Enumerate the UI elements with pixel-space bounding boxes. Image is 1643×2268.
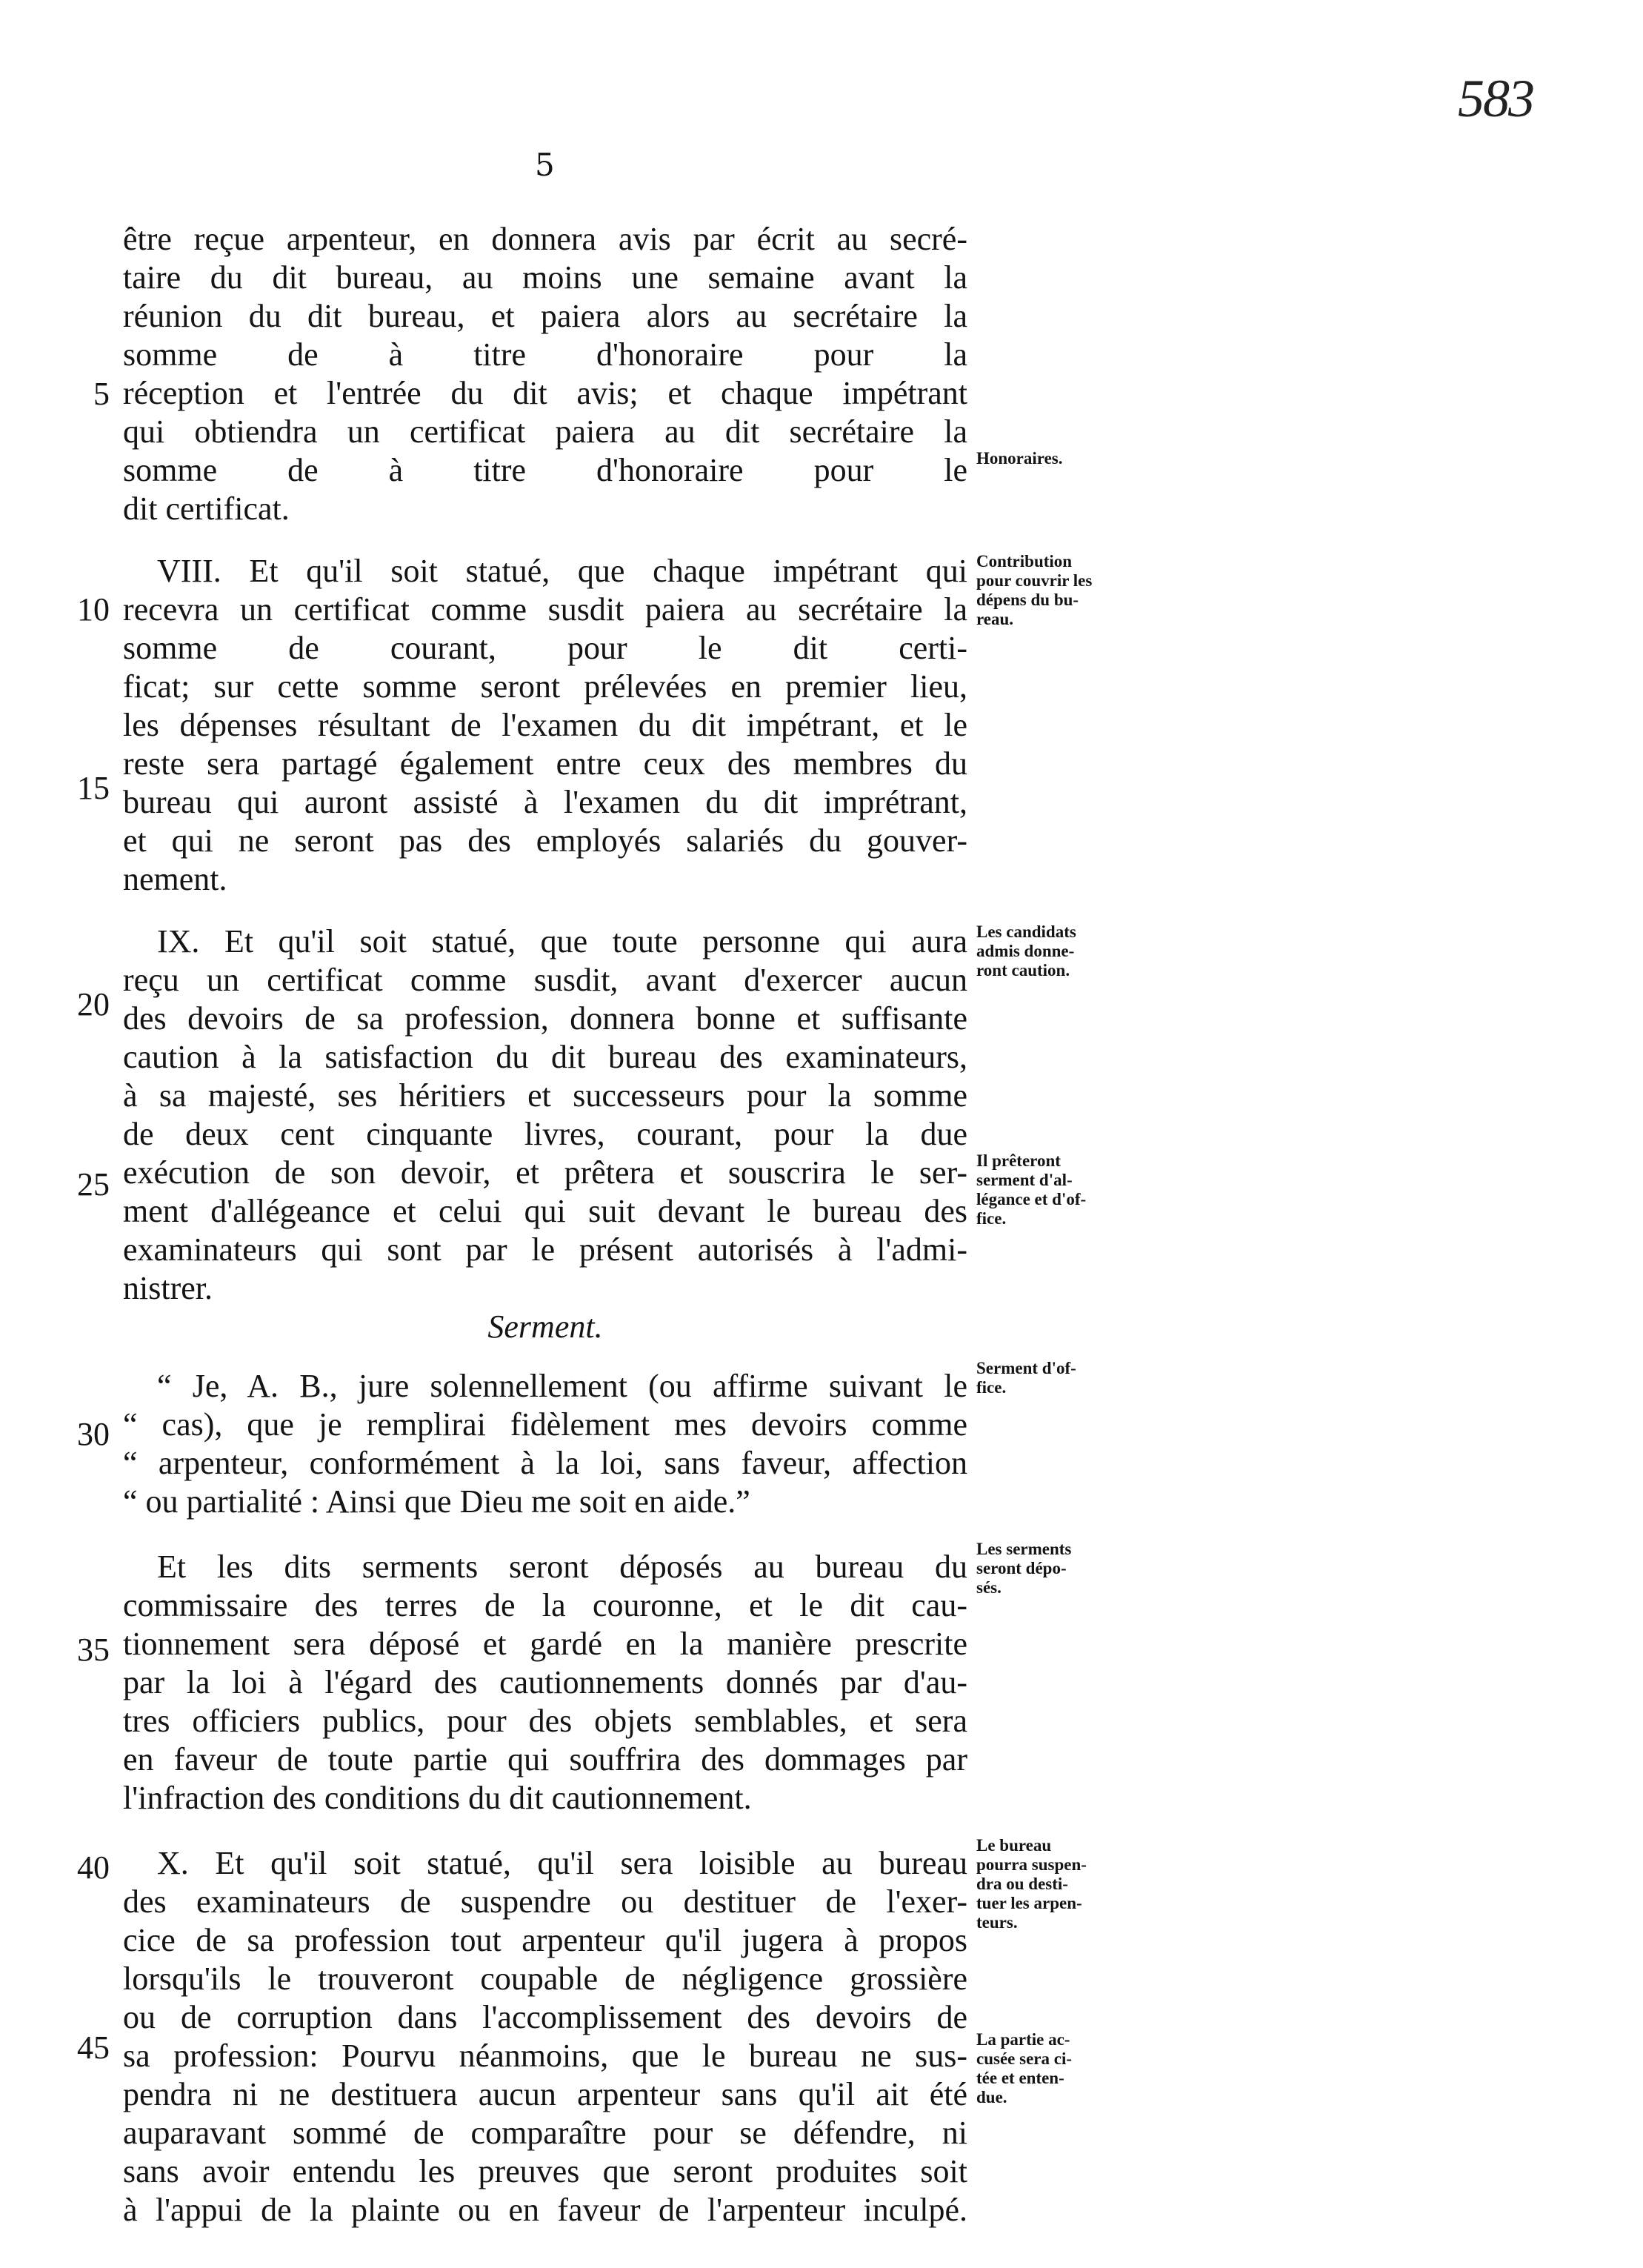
- text-line: ficat; sur cette somme seront prélevées en premier lieu,: [123, 668, 967, 705]
- text-line: reste sera partagé également entre ceux des membres du: [123, 745, 967, 782]
- margin-note: Les candidats admis donne- ront caution.: [976, 922, 1076, 980]
- oath-heading: Serment.: [487, 1308, 603, 1345]
- text-line: des examinateurs de suspendre ou destituer de l'exer-: [123, 1883, 967, 1920]
- text-line: commissaire des terres de la couronne, et le dit cau-: [123, 1587, 967, 1623]
- text-line: des devoirs de sa profession, donnera bonne et suffisante: [123, 1000, 967, 1037]
- line-number: 40: [77, 1849, 110, 1886]
- text-line: somme de à titre d'honoraire pour la: [123, 336, 967, 373]
- margin-note: Le bureau pourra suspen- dra ou desti- tuer les arpen- teurs.: [976, 1836, 1087, 1932]
- text-line: auparavant sommé de comparaître pour se défendre, ni: [123, 2115, 967, 2151]
- text-line: caution à la satisfaction du dit bureau des examinateurs,: [123, 1039, 967, 1075]
- text-line: somme de courant, pour le dit certi-: [123, 630, 967, 666]
- text-line: somme de à titre d'honoraire pour le: [123, 452, 967, 488]
- text-line: reçu un certificat comme susdit, avant d'exercer aucun: [123, 962, 967, 998]
- text-line: l'infraction des conditions du dit cautionnement.: [123, 1780, 752, 1816]
- page-number: 5: [535, 147, 555, 183]
- text-line: IX. Et qu'il soit statué, que toute personne qui aura: [157, 923, 967, 960]
- text-line: Et les dits serments seront déposés au bureau du: [157, 1549, 967, 1585]
- line-number: 20: [77, 986, 110, 1022]
- text-line: VIII. Et qu'il soit statué, que chaque impétrant qui: [157, 553, 967, 589]
- text-line: nistrer.: [123, 1270, 213, 1306]
- text-line: sans avoir entendu les preuves que seront produites soit: [123, 2153, 967, 2189]
- margin-note: La partie ac- cusée sera ci- tée et enten- due.: [976, 2030, 1072, 2106]
- text-line: réception et l'entrée du dit avis; et chaque impétrant: [123, 375, 967, 411]
- text-line: de deux cent cinquante livres, courant, pour la due: [123, 1116, 967, 1152]
- text-line: être reçue arpenteur, en donnera avis par écrit au secré-: [123, 221, 967, 257]
- text-line: nement.: [123, 861, 227, 897]
- line-number: 30: [77, 1416, 110, 1452]
- text-line: à sa majesté, ses héritiers et successeurs pour la somme: [123, 1077, 967, 1114]
- margin-note: Les serments seront dépo- sés.: [976, 1540, 1072, 1597]
- line-number: 10: [77, 591, 110, 628]
- text-line: les dépenses résultant de l'examen du dit impétrant, et le: [123, 707, 967, 743]
- handwritten-folio-number: 583: [1458, 69, 1533, 128]
- margin-note: Contribution pour couvrir les dépens du bu- reau.: [976, 552, 1093, 628]
- text-line: exécution de son devoir, et prêtera et souscrira le ser-: [123, 1154, 967, 1191]
- text-line: recevra un certificat comme susdit paiera au secrétaire la: [123, 591, 967, 628]
- text-line: “ arpenteur, conformément à la loi, sans faveur, affection: [123, 1445, 967, 1481]
- text-line: bureau qui auront assisté à l'examen du dit imprétrant,: [123, 784, 967, 820]
- text-line: pendra ni ne destituera aucun arpenteur sans qu'il ait été: [123, 2076, 967, 2112]
- text-line: en faveur de toute partie qui souffrira des dommages par: [123, 1741, 967, 1778]
- text-line: “ Je, A. B., jure solennellement (ou affirme suivant le: [157, 1368, 967, 1404]
- line-number: 25: [77, 1166, 110, 1203]
- line-number: 35: [77, 1632, 110, 1668]
- margin-note: Il prêteront serment d'al- légance et d'of- fice.: [976, 1151, 1087, 1228]
- line-number: 45: [77, 2029, 110, 2066]
- text-line: X. Et qu'il soit statué, qu'il sera loisible au bureau: [157, 1845, 967, 1881]
- text-line: lorsqu'ils le trouveront coupable de négligence grossière: [123, 1961, 967, 1997]
- text-line: réunion du dit bureau, et paiera alors au secrétaire la: [123, 298, 967, 334]
- text-line: “ cas), que je remplirai fidèlement mes devoirs comme: [123, 1406, 967, 1443]
- text-line: “ ou partialité : Ainsi que Dieu me soit en aide.”: [123, 1483, 750, 1520]
- text-line: à l'appui de la plainte ou en faveur de l'arpenteur inculpé.: [123, 2192, 967, 2228]
- text-line: par la loi à l'égard des cautionnements donnés par d'au-: [123, 1664, 967, 1700]
- text-line: dit certificat.: [123, 490, 290, 527]
- text-line: sa profession: Pourvu néanmoins, que le bureau ne sus-: [123, 2038, 967, 2074]
- text-line: et qui ne seront pas des employés salariés du gouver-: [123, 822, 967, 859]
- margin-note: Serment d'of- fice.: [976, 1359, 1076, 1397]
- text-line: ment d'allégeance et celui qui suit devant le bureau des: [123, 1193, 967, 1229]
- text-line: cice de sa profession tout arpenteur qu'il jugera à propos: [123, 1922, 967, 1958]
- text-line: qui obtiendra un certificat paiera au dit secrétaire la: [123, 413, 967, 450]
- line-number: 15: [77, 770, 110, 806]
- text-line: tionnement sera déposé et gardé en la manière prescrite: [123, 1626, 967, 1662]
- text-line: examinateurs qui sont par le présent autorisés à l'admi-: [123, 1231, 967, 1268]
- margin-note: Honoraires.: [976, 449, 1063, 468]
- line-number: 5: [93, 376, 110, 412]
- text-line: tres officiers publics, pour des objets semblables, et sera: [123, 1703, 967, 1739]
- text-line: ou de corruption dans l'accomplissement des devoirs de: [123, 1999, 967, 2035]
- text-line: taire du dit bureau, au moins une semaine avant la: [123, 259, 967, 296]
